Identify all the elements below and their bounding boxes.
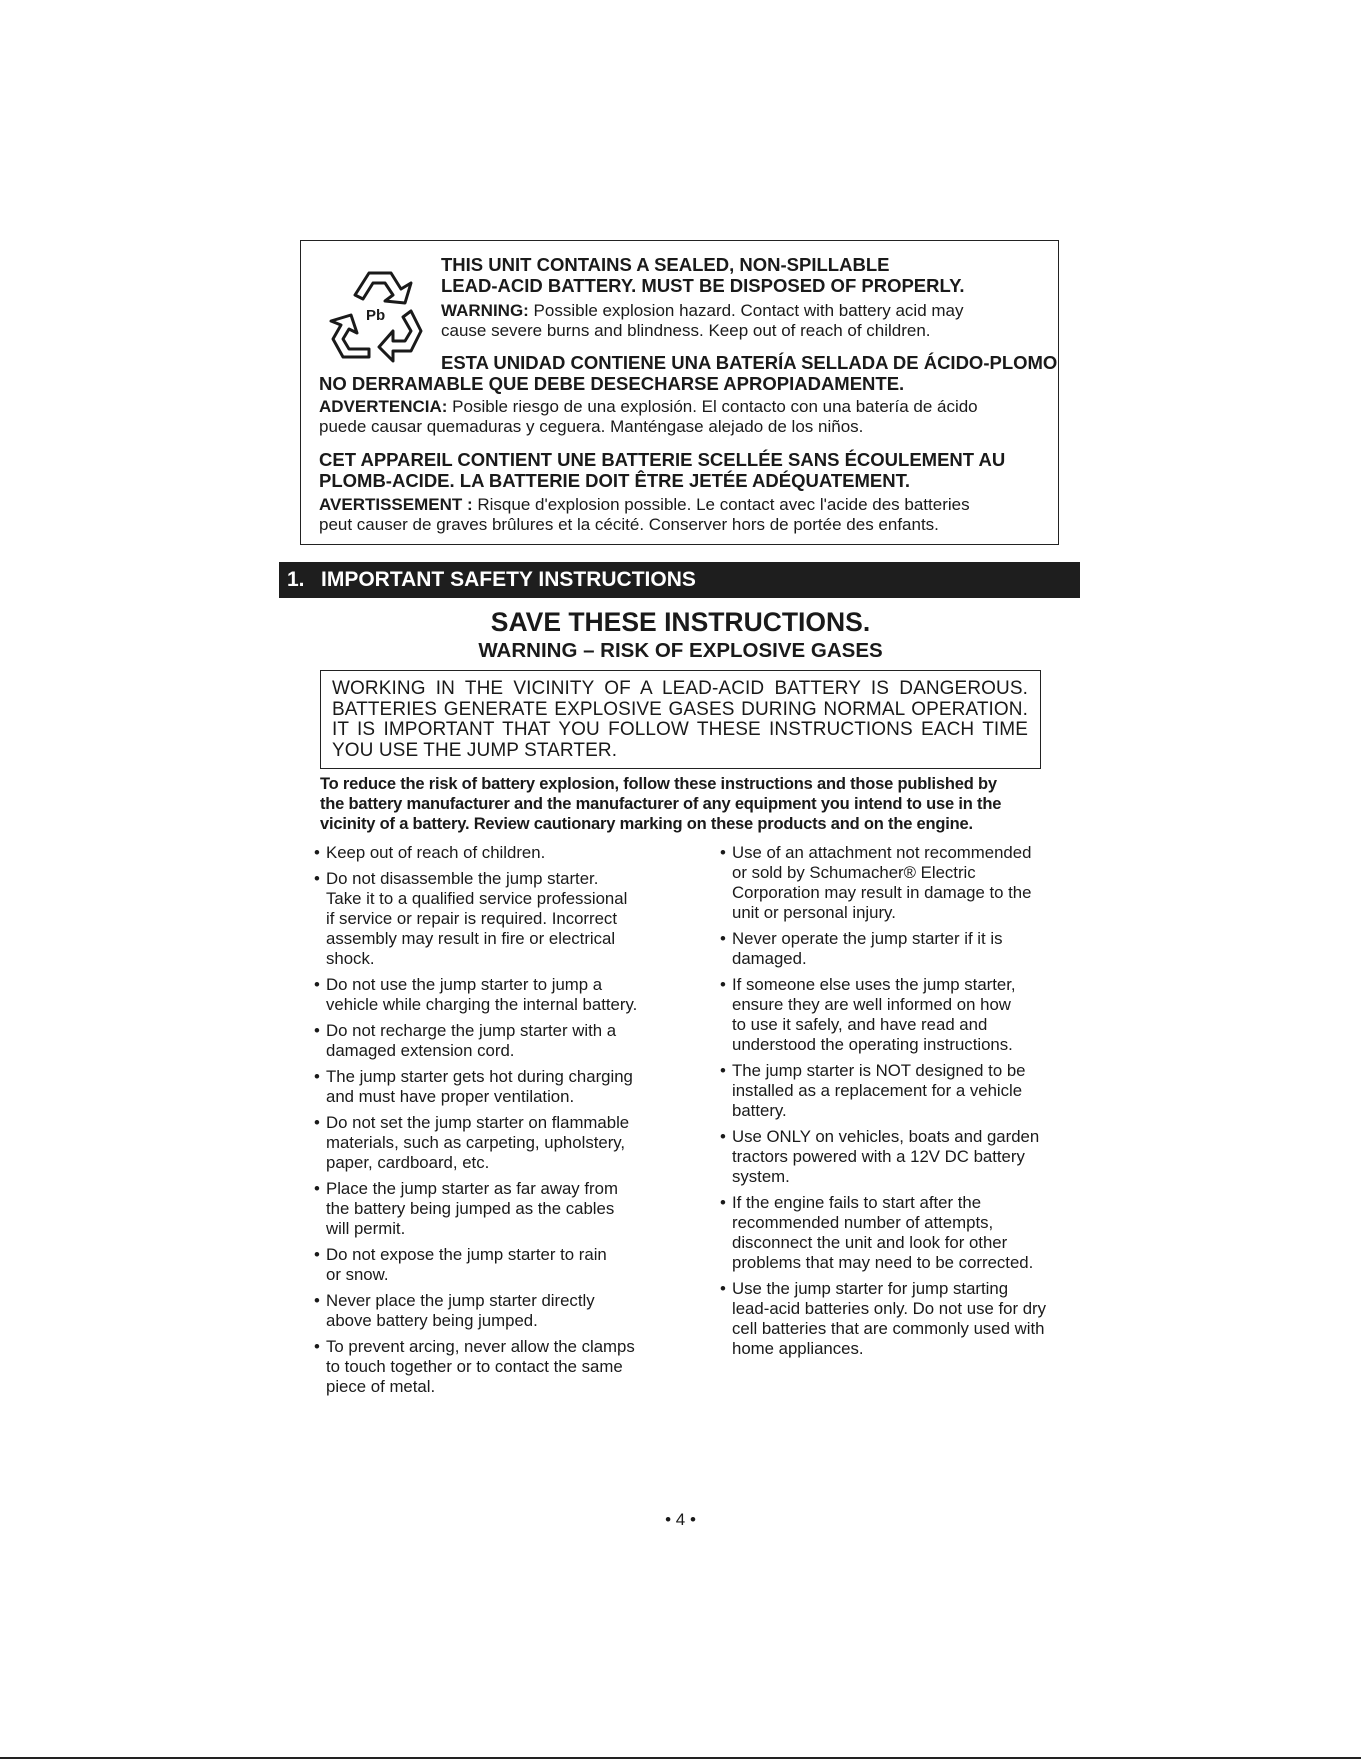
es-title-line-1: ESTA UNIDAD CONTIENE UNA BATERÍA SELLADA DE ÁCIDO-PLOMO — [441, 352, 1058, 373]
list-item — [314, 1337, 684, 1397]
list-item-line: will permit. — [326, 1219, 406, 1238]
intro-line-1: To reduce the risk of battery explosion, follow these instructions and those published by — [320, 775, 997, 793]
en-title-line-2: LEAD-ACID BATTERY. MUST BE DISPOSED OF PROPERLY. — [441, 275, 965, 296]
en-warning-text-2: cause severe burns and blindness. Keep out of reach of children. — [441, 321, 931, 340]
danger-notice-box — [320, 670, 1041, 769]
list-item-line: to touch together or to contact the same — [326, 1357, 623, 1376]
es-title-line-2: NO DERRAMABLE QUE DEBE DESECHARSE APROPIADAMENTE. — [319, 373, 905, 394]
intro-paragraph — [320, 774, 1050, 834]
fr-warning-label: AVERTISSEMENT : — [319, 495, 473, 514]
list-item — [720, 929, 1090, 969]
list-item-line: disconnect the unit and look for other — [732, 1233, 1008, 1252]
list-item — [720, 1193, 1090, 1273]
list-item-line: tractors powered with a 12V DC battery — [732, 1147, 1025, 1166]
bullet-dot: • — [720, 1061, 726, 1080]
save-instructions-heading: SAVE THESE INSTRUCTIONS. — [490, 607, 871, 637]
list-item-line: Place the jump starter as far away from — [326, 1179, 618, 1198]
bullet-dot: • — [314, 1113, 320, 1132]
en-title-line-1: THIS UNIT CONTAINS A SEALED, NON-SPILLABLE — [441, 254, 890, 275]
bullet-dot: • — [314, 1337, 320, 1356]
bullet-dot: • — [314, 1245, 320, 1264]
list-item — [314, 975, 684, 1015]
list-item-line: if service or repair is required. Incorrect — [326, 909, 617, 928]
list-item-line: damaged. — [732, 949, 807, 968]
list-item-line: Never place the jump starter directly — [326, 1291, 595, 1310]
section-header — [279, 562, 1080, 598]
list-item-line: To prevent arcing, never allow the clamps — [326, 1337, 635, 1356]
list-item — [720, 1061, 1090, 1121]
danger-line-1: WORKING IN THE VICINITY OF A LEAD-ACID BATTERY IS DANGEROUS. — [332, 678, 1028, 699]
list-item-line: or sold by Schumacher® Electric — [732, 863, 976, 882]
list-item-line: Do not expose the jump starter to rain — [326, 1245, 607, 1264]
fr-warning-text-2: peut causer de graves brûlures et la cécité. Conserver hors de portée des enfants. — [319, 515, 939, 534]
list-item-line: Take it to a qualified service professional — [326, 889, 628, 908]
bottom-border — [0, 1757, 1361, 1759]
list-item — [314, 1113, 684, 1173]
list-item-line: The jump starter is NOT designed to be — [732, 1061, 1026, 1080]
list-item — [720, 1279, 1090, 1359]
french-warning — [319, 495, 1049, 535]
list-item — [314, 1245, 684, 1285]
explosive-gases-warning-heading: WARNING – RISK OF EXPLOSIVE GASES — [478, 639, 883, 662]
list-item-line: ensure they are well informed on how — [732, 995, 1011, 1014]
list-item-line: and must have proper ventilation. — [326, 1087, 575, 1106]
list-item-line: If someone else uses the jump starter, — [732, 975, 1016, 994]
danger-line-4: YOU USE THE JUMP STARTER. — [332, 739, 618, 761]
list-item-line: Corporation may result in damage to the — [732, 883, 1032, 902]
intro-line-3: vicinity of a battery. Review cautionary marking on these products and on the engine. — [320, 815, 973, 833]
bullet-dot: • — [720, 975, 726, 994]
list-item-line: The jump starter gets hot during charging — [326, 1067, 633, 1086]
list-item-line: installed as a replacement for a vehicle — [732, 1081, 1023, 1100]
danger-line-2: BATTERIES GENERATE EXPLOSIVE GASES DURING NORMAL OPERATION. — [332, 698, 1028, 720]
intro-line-2: the battery manufacturer and the manufacturer of any equipment you intend to use in the — [320, 795, 1002, 813]
es-warning-text-1: Posible riesgo de una explosión. El contacto con una batería de ácido — [447, 397, 978, 416]
list-item — [720, 975, 1090, 1055]
es-warning-label: ADVERTENCIA: — [319, 397, 448, 416]
en-warning — [441, 301, 1041, 341]
recycle-pb-icon — [321, 265, 431, 365]
safety-list-left — [314, 843, 684, 1403]
bullet-dot: • — [314, 975, 320, 994]
list-item-line: assembly may result in fire or electrical — [326, 929, 616, 948]
list-item-line: paper, cardboard, etc. — [326, 1153, 490, 1172]
list-item-line: vehicle while charging the internal battery. — [326, 995, 638, 1014]
list-item — [314, 1067, 684, 1107]
fr-title-line-2: PLOMB-ACIDE. LA BATTERIE DOIT ÊTRE JETÉE ADÉQUATEMENT. — [319, 470, 910, 491]
fr-title-line-1: CET APPAREIL CONTIENT UNE BATTERIE SCELLÉE SANS ÉCOULEMENT AU — [319, 449, 1006, 470]
list-item-line: Use ONLY on vehicles, boats and garden — [732, 1127, 1040, 1146]
list-item-line: Keep out of reach of children. — [326, 843, 546, 862]
bullet-dot: • — [314, 1021, 320, 1040]
section-title: IMPORTANT SAFETY INSTRUCTIONS — [321, 568, 696, 591]
list-item-line: to use it safely, and have read and — [732, 1015, 988, 1034]
french-title — [319, 449, 1049, 491]
en-warning-text-1: Possible explosion hazard. Contact with battery acid may — [528, 301, 964, 320]
english-notice — [441, 254, 1041, 341]
list-item — [314, 869, 684, 969]
page-number: • 4 • — [665, 1510, 696, 1529]
fr-warning-text-1: Risque d'explosion possible. Le contact avec l'acide des batteries — [472, 495, 970, 514]
list-item — [720, 1127, 1090, 1187]
es-warning-text-2: puede causar quemaduras y ceguera. Manténgase alejado de los niños. — [319, 417, 864, 436]
bullet-dot: • — [314, 869, 320, 888]
bullet-dot: • — [314, 1291, 320, 1310]
list-item-line: Do not use the jump starter to jump a — [326, 975, 603, 994]
list-item-line: above battery being jumped. — [326, 1311, 538, 1330]
list-item-line: understood the operating instructions. — [732, 1035, 1013, 1054]
list-item — [314, 1291, 684, 1331]
list-item-line: materials, such as carpeting, upholstery, — [326, 1133, 626, 1152]
bullet-dot: • — [720, 1193, 726, 1212]
bullet-dot: • — [720, 1279, 726, 1298]
bullet-dot: • — [720, 929, 726, 948]
bullet-dot: • — [314, 843, 320, 862]
list-item-line: unit or personal injury. — [732, 903, 896, 922]
bullet-dot: • — [314, 1179, 320, 1198]
list-item-line: lead-acid batteries only. Do not use for dry — [732, 1299, 1047, 1318]
recycle-pb-label: Pb — [366, 307, 386, 324]
en-warning-label: WARNING: — [441, 301, 529, 320]
list-item — [314, 1021, 684, 1061]
list-item-line: shock. — [326, 949, 375, 968]
list-item-line: the battery being jumped as the cables — [326, 1199, 615, 1218]
list-item-line: recommended number of attempts, — [732, 1213, 994, 1232]
list-item-line: home appliances. — [732, 1339, 864, 1358]
list-item-line: cell batteries that are commonly used with — [732, 1319, 1045, 1338]
bullet-dot: • — [720, 843, 726, 862]
list-item-line: Do not disassemble the jump starter. — [326, 869, 599, 888]
list-item-line: problems that may need to be corrected. — [732, 1253, 1034, 1272]
bullet-dot: • — [720, 1127, 726, 1146]
list-item-line: battery. — [732, 1101, 787, 1120]
danger-line-3: IT IS IMPORTANT THAT YOU FOLLOW THESE INSTRUCTIONS EACH TIME — [332, 719, 1028, 740]
list-item-line: damaged extension cord. — [326, 1041, 515, 1060]
list-item-line: or snow. — [326, 1265, 389, 1284]
list-item-line: system. — [732, 1167, 790, 1186]
battery-disposal-notice — [300, 240, 1059, 545]
list-item — [314, 1179, 684, 1239]
spanish-title — [319, 352, 1059, 394]
list-item-line: Use the jump starter for jump starting — [732, 1279, 1009, 1298]
safety-list-right — [720, 843, 1090, 1365]
section-number: 1. — [287, 568, 305, 591]
list-item-line: Use of an attachment not recommended — [732, 843, 1032, 862]
list-item — [720, 843, 1090, 923]
list-item-line: piece of metal. — [326, 1377, 436, 1396]
list-item-line: If the engine fails to start after the — [732, 1193, 982, 1212]
list-item-line: Do not recharge the jump starter with a — [326, 1021, 617, 1040]
list-item-line: Never operate the jump starter if it is — [732, 929, 1003, 948]
spanish-warning — [319, 397, 1049, 437]
bullet-dot: • — [314, 1067, 320, 1086]
list-item — [314, 843, 684, 863]
list-item-line: Do not set the jump starter on flammable — [326, 1113, 630, 1132]
